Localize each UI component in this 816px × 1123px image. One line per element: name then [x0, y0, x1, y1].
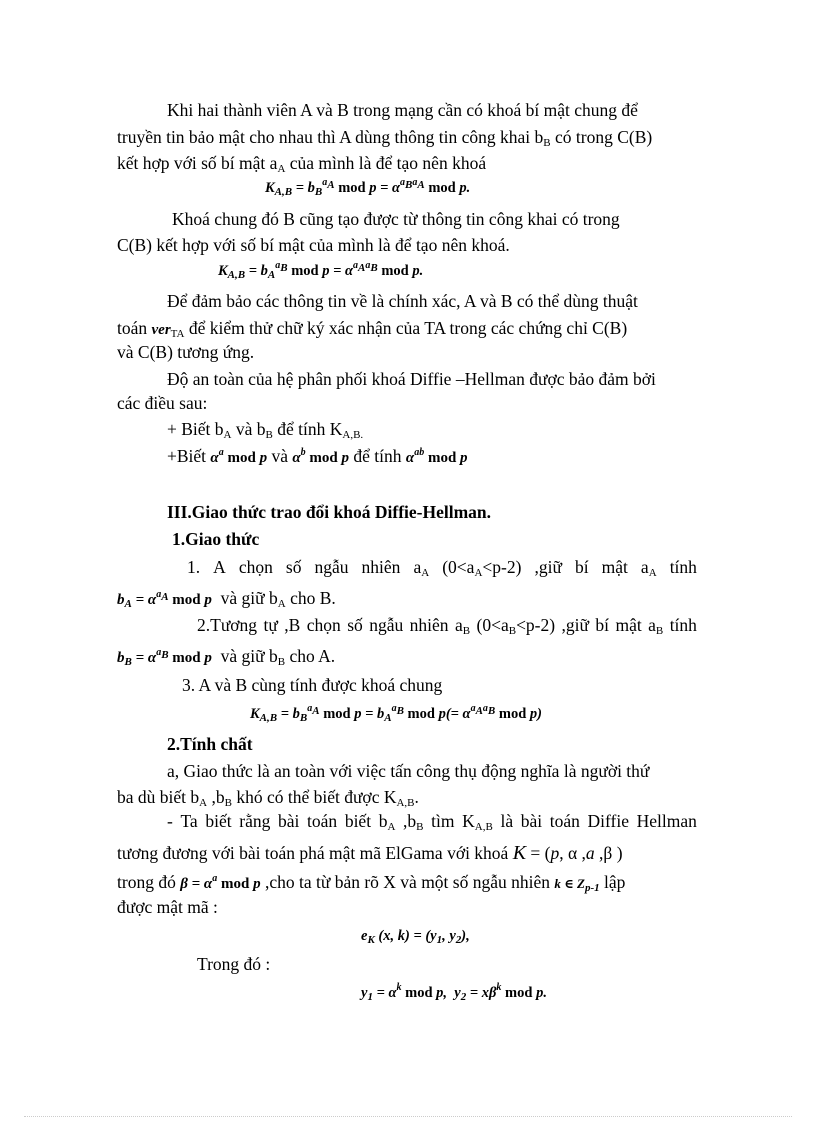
para4-line1: Độ an toàn của hệ phân phối khoá Diffie –Hellman được bảo đảm bởi: [167, 369, 656, 389]
step2-line2: $b_B = \alpha^{a_B}$ mod p và giữ $b_B$ cho A.: [117, 646, 336, 668]
equation-kab-1: $K_{A,B} = b_B^{a_A}$ mod $p = \alpha^{a_Ba_A}$ mod p.: [265, 177, 471, 198]
sub-heading-properties: 2.Tính chất: [167, 734, 253, 754]
trong-do-label: Trong đó :: [197, 954, 271, 974]
section-heading: III.Giao thức trao đổi khoá Diffie-Hellman.: [167, 502, 492, 522]
para2-line2: C(B) kết hợp với số bí mật của mình là để tạo nên khoá.: [117, 235, 510, 255]
equation-encrypt: $e_K$ (x, $k) = (y_1$, $y_2$),: [361, 928, 470, 946]
prop-b-line2: tương đương với bài toán phá mật mã ElGama với khoá K = (p, α ,a ,β ): [117, 842, 623, 864]
para2-line1: Khoá chung đó B cũng tạo được từ thông tin công khai có trong: [172, 209, 620, 229]
equation-kab-2: $K_{A,B} = b_A^{a_B}$ mod $p = \alpha^{a_Aa_B}$ mod p.: [218, 260, 424, 281]
bullet-2: +Biết $\alpha^a$ mod p và $\alpha^b$ mod p để tính $\alpha^{ab}$ mod p: [167, 446, 468, 466]
prop-a-line2: ba dù biết $b_A$ $,b_B$ khó có thể biết được $K_{A,B}$.: [117, 787, 419, 809]
footer-rule: [24, 1116, 792, 1117]
prop-a-line1: a, Giao thức là an toàn với việc tấn công thụ động nghĩa là người thứ: [167, 761, 650, 781]
para1-line2: truyền tin bảo mật cho nhau thì A dùng thông tin công khai $b_B$ có trong C(B): [117, 127, 653, 149]
sub-heading-protocol: 1.Giao thức: [172, 529, 260, 549]
step1-line2: $b_A = \alpha^{a_A}$ mod p và giữ $b_A$ cho B.: [117, 588, 336, 610]
para4-line2: các điều sau:: [117, 393, 208, 413]
para3-line3: và C(B) tương ứng.: [117, 342, 255, 362]
equation-y1-y2: $y_1 = \alpha^k$ mod p, $y_2 = x\beta^k$ mod p.: [361, 982, 547, 1003]
step1-line1: 1. A chọn số ngẫu nhiên $a_A$ $(0<a_A<p-2)$ ,giữ bí mật $a_A$ tính: [187, 557, 697, 579]
para1-line3: kết hợp với số bí mật $a_A$ của mình là để tạo nên khoá: [117, 153, 487, 175]
step2-line1: 2.Tương tự ,B chọn số ngẫu nhiên $a_B$ $(0<a_B<p-2)$ ,giữ bí mật $a_B$ tính: [197, 615, 697, 637]
para3-line1: Để đảm bảo các thông tin về là chính xác, A và B có thể dùng thuật: [167, 291, 638, 311]
para1-line1: Khi hai thành viên A và B trong mạng cần có khoá bí mật chung để: [167, 100, 638, 120]
prop-b-line3: trong đó $\beta = \alpha^a$ mod p ,cho ta từ bản rõ X và một số ngẫu nhiên k ∈ $Z_{p-1}$ lập: [117, 872, 626, 894]
bullet-1: + Biết $b_A$ và $b_B$ để tính $K_{A,B.}$: [167, 419, 364, 441]
equation-kab-3: $K_{A,B} = b_B^{a_A}$ mod $p = b_A^{a_B}$ mod $p(= \alpha^{a_Aa_B}$ mod p): [250, 703, 543, 724]
step3: 3. A và B cùng tính được khoá chung: [182, 675, 443, 695]
prop-b-line4: được mật mã :: [117, 897, 218, 917]
prop-b-line1: - Ta biết rằng bài toán biết $b_A$ $,b_B$ tìm $K_{A,B}$ là bài toán Diffie Hellman: [167, 811, 697, 833]
para3-line2: toán ver$_{TA}$ để kiểm thử chữ ký xác nhận của TA trong các chứng chỉ C(B): [117, 318, 628, 340]
